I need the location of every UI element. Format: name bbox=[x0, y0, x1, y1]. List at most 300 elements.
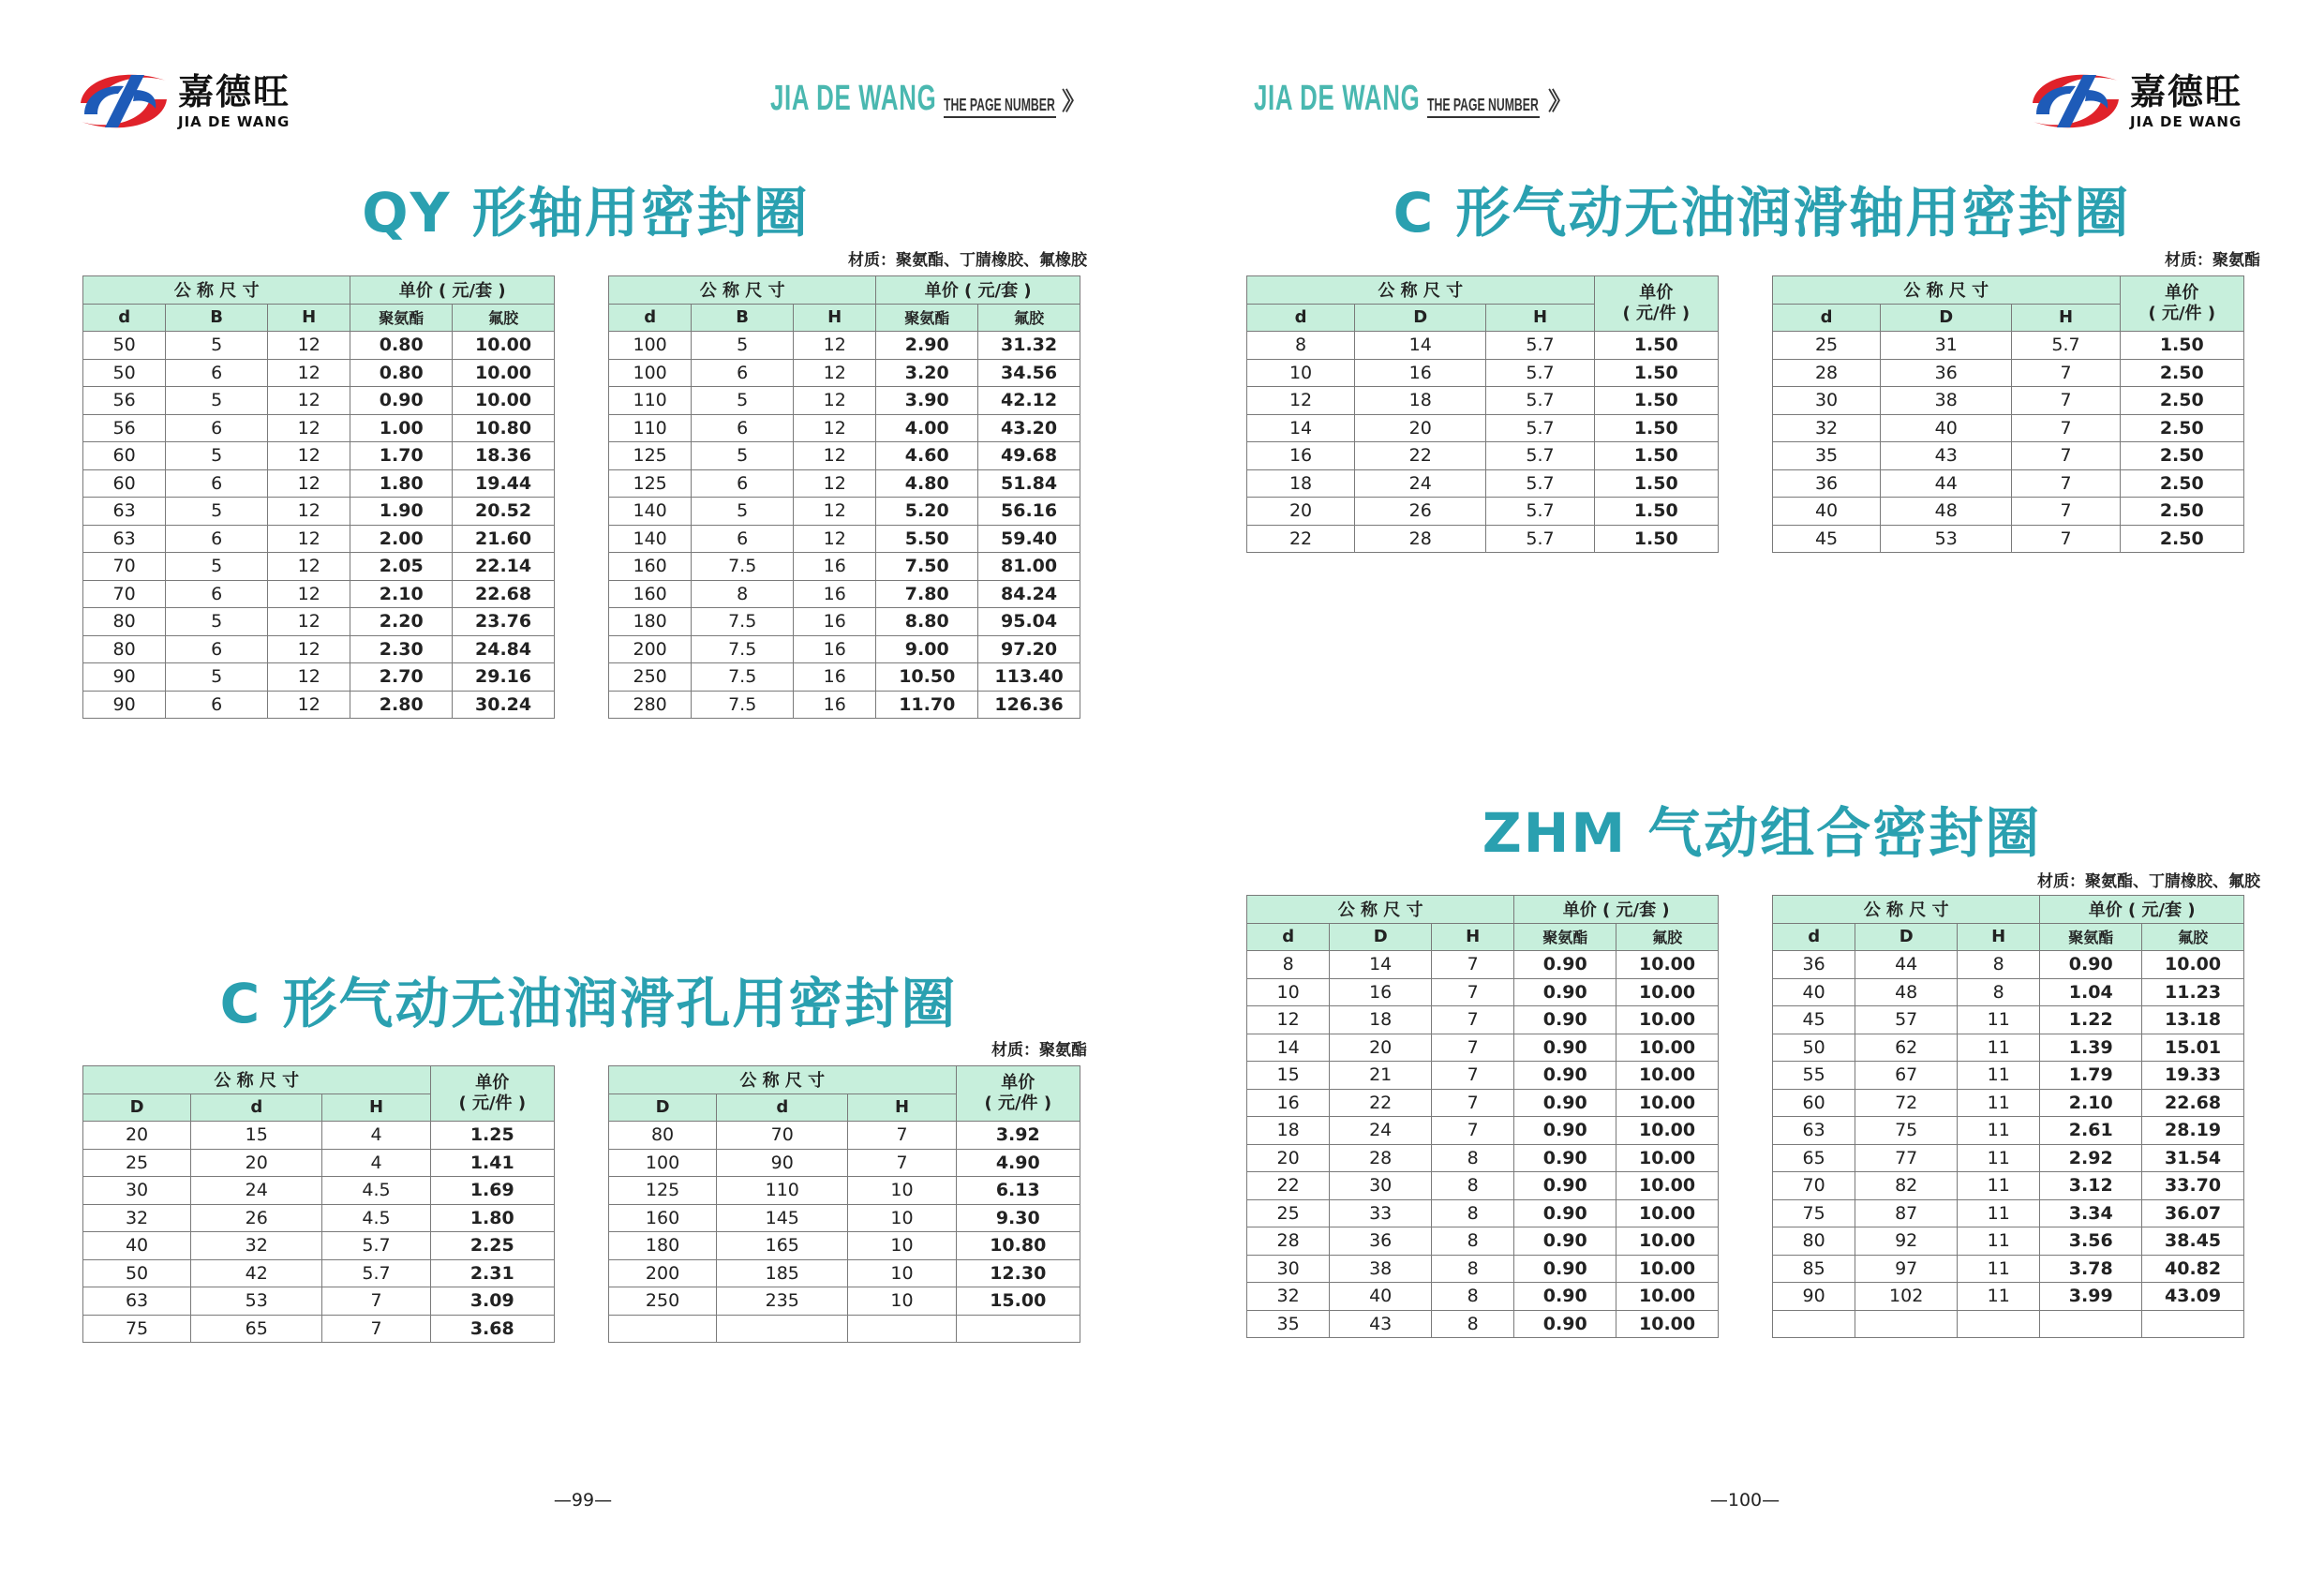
table-cell: 2.10 bbox=[2040, 1089, 2142, 1117]
table-cell: 63 bbox=[83, 1287, 191, 1316]
table-cell: 3.20 bbox=[876, 359, 978, 387]
table-cell: 6 bbox=[166, 359, 268, 387]
table-cell: 21 bbox=[1330, 1062, 1432, 1090]
table-row bbox=[83, 1122, 555, 1150]
table-cell: 12 bbox=[268, 608, 350, 636]
table-row bbox=[1247, 414, 1719, 442]
table-cell: 6 bbox=[166, 525, 268, 553]
table-cell: 8 bbox=[1247, 951, 1330, 979]
table-cell: 200 bbox=[609, 635, 692, 663]
table-cell: 5 bbox=[166, 663, 268, 692]
section-title-c-hole: C 形气动无油润滑孔用密封圈 bbox=[219, 972, 958, 1035]
table-cell: 110 bbox=[609, 414, 692, 442]
table-cell: 11 bbox=[1958, 1283, 2040, 1311]
table-cell: 9.30 bbox=[956, 1204, 1080, 1232]
logo-en-text: JIA DE WANG bbox=[2130, 113, 2242, 130]
table-cell: 1.50 bbox=[1594, 525, 1718, 553]
table-cell: 5 bbox=[692, 442, 794, 470]
table-cell: 32 bbox=[1773, 414, 1881, 442]
table-column-header bbox=[83, 304, 555, 332]
table-cell: 1.22 bbox=[2040, 1006, 2142, 1034]
table-cell: 5 bbox=[166, 608, 268, 636]
table-cell: 72 bbox=[1855, 1089, 1958, 1117]
table-cell: 1.69 bbox=[430, 1177, 554, 1205]
table-cell: 5 bbox=[692, 498, 794, 526]
table-cell: 1.00 bbox=[350, 414, 453, 442]
table-cell: 145 bbox=[717, 1204, 848, 1232]
table-cell: 15 bbox=[191, 1122, 322, 1150]
table-cell: 12 bbox=[268, 442, 350, 470]
table-cell: 35 bbox=[1247, 1310, 1330, 1338]
group-header-price: 单价 ( 元/套 ) bbox=[876, 276, 1080, 305]
table-cell: 1.50 bbox=[1594, 498, 1718, 526]
price-table-zhm-1 bbox=[1246, 895, 1719, 1338]
table-cell: 16 bbox=[794, 635, 876, 663]
column-header: d bbox=[1247, 304, 1355, 332]
table-cell: 70 bbox=[1773, 1172, 1855, 1200]
table-cell: 65 bbox=[1773, 1144, 1855, 1172]
table-cell: 12 bbox=[794, 469, 876, 498]
table-cell: 5.7 bbox=[1486, 359, 1594, 387]
table-cell: 75 bbox=[1855, 1117, 1958, 1145]
table-cell: 12 bbox=[268, 469, 350, 498]
table-cell bbox=[717, 1315, 848, 1343]
logo-mark-icon bbox=[2029, 66, 2123, 137]
price-header-line2: ( 元/件 ) bbox=[984, 1093, 1052, 1113]
table-cell: 7 bbox=[322, 1287, 430, 1316]
table-cell: 10 bbox=[848, 1177, 956, 1205]
table-cell: 2.50 bbox=[2120, 359, 2243, 387]
logo-mark-icon bbox=[77, 66, 171, 137]
table-cell: 20 bbox=[1330, 1034, 1432, 1062]
table-cell: 85 bbox=[1773, 1255, 1855, 1283]
table-cell: 32 bbox=[1247, 1283, 1330, 1311]
table-row bbox=[1247, 951, 1719, 979]
table-row bbox=[1773, 1310, 2244, 1338]
table-cell: 10.00 bbox=[1616, 1144, 1719, 1172]
table-cell: 56.16 bbox=[978, 498, 1080, 526]
table-cell: 8 bbox=[692, 580, 794, 608]
table-row bbox=[83, 1315, 555, 1343]
table-row bbox=[83, 608, 555, 636]
table-cell: 8 bbox=[1432, 1310, 1514, 1338]
group-header-size: 公 称 尺 寸 bbox=[1247, 896, 1514, 924]
column-header: 聚氨酯 bbox=[350, 304, 453, 332]
section-title-c-shaft: C 形气动无油润滑轴用密封圈 bbox=[1393, 181, 2131, 245]
table-row bbox=[1247, 1172, 1719, 1200]
table-cell: 49.68 bbox=[978, 442, 1080, 470]
table-cell: 7 bbox=[1432, 951, 1514, 979]
logo-cn-text: 嘉德旺 bbox=[2130, 71, 2243, 112]
table-cell: 7 bbox=[1432, 1034, 1514, 1062]
table-row bbox=[609, 359, 1080, 387]
table-cell: 0.90 bbox=[2040, 951, 2142, 979]
table-row bbox=[1773, 387, 2244, 415]
table-cell: 7 bbox=[1432, 978, 1514, 1006]
column-header: B bbox=[692, 304, 794, 332]
table-cell: 7.5 bbox=[692, 635, 794, 663]
table-cell: 80 bbox=[609, 1122, 717, 1150]
price-header-line1: 单价 bbox=[1001, 1073, 1035, 1093]
table-row bbox=[609, 1259, 1080, 1287]
table-row bbox=[83, 525, 555, 553]
table-cell: 63 bbox=[83, 498, 166, 526]
table-row bbox=[83, 498, 555, 526]
table-cell: 2.92 bbox=[2040, 1144, 2142, 1172]
table-cell: 50 bbox=[83, 359, 166, 387]
section-title-qy: QY 形轴用密封圈 bbox=[362, 181, 810, 245]
table-row bbox=[1247, 387, 1719, 415]
table-row bbox=[1773, 978, 2244, 1006]
table-cell: 14 bbox=[1247, 414, 1355, 442]
group-header-size: 公 称 尺 寸 bbox=[83, 1066, 431, 1094]
table-cell: 16 bbox=[1247, 442, 1355, 470]
table-cell: 6 bbox=[692, 359, 794, 387]
table-cell: 18 bbox=[1247, 469, 1355, 498]
table-cell: 1.80 bbox=[350, 469, 453, 498]
table-cell: 1.50 bbox=[1594, 332, 1718, 360]
table-row bbox=[83, 1287, 555, 1316]
table-cell: 0.80 bbox=[350, 332, 453, 360]
table-cell: 16 bbox=[1355, 359, 1486, 387]
table-cell: 14 bbox=[1355, 332, 1486, 360]
table-cell: 280 bbox=[609, 691, 692, 719]
table-cell: 10 bbox=[1247, 359, 1355, 387]
table-cell: 4 bbox=[322, 1122, 430, 1150]
table-row bbox=[1773, 332, 2244, 360]
table-cell: 0.90 bbox=[1514, 1310, 1616, 1338]
table-cell: 43 bbox=[1330, 1310, 1432, 1338]
table-cell: 20 bbox=[1355, 414, 1486, 442]
table-cell: 70 bbox=[717, 1122, 848, 1150]
table-cell: 67 bbox=[1855, 1062, 1958, 1090]
table-cell: 77 bbox=[1855, 1144, 1958, 1172]
table-cell: 100 bbox=[609, 359, 692, 387]
table-row bbox=[83, 691, 555, 719]
table-row bbox=[83, 332, 555, 360]
column-header: H bbox=[794, 304, 876, 332]
table-row bbox=[1247, 1089, 1719, 1117]
table-cell: 0.90 bbox=[1514, 1172, 1616, 1200]
table-row bbox=[1247, 1117, 1719, 1145]
table-cell: 5 bbox=[166, 553, 268, 581]
table-cell: 19.33 bbox=[2142, 1062, 2244, 1090]
table-row bbox=[1247, 332, 1719, 360]
table-cell: 70 bbox=[83, 580, 166, 608]
table-cell: 12 bbox=[794, 359, 876, 387]
table-cell: 24 bbox=[191, 1177, 322, 1205]
table-cell: 30 bbox=[83, 1177, 191, 1205]
table-cell: 19.44 bbox=[453, 469, 555, 498]
table-cell: 18 bbox=[1330, 1006, 1432, 1034]
table-row bbox=[1773, 414, 2244, 442]
table-row bbox=[609, 608, 1080, 636]
table-cell: 48 bbox=[1881, 498, 2012, 526]
table-cell: 5.7 bbox=[1486, 387, 1594, 415]
table-cell: 5.50 bbox=[876, 525, 978, 553]
table-row bbox=[1247, 1310, 1719, 1338]
table-cell: 2.31 bbox=[430, 1259, 554, 1287]
group-header-price bbox=[1594, 276, 1718, 332]
table-cell: 0.90 bbox=[1514, 978, 1616, 1006]
brand-text: JIA DE WANG bbox=[770, 79, 937, 118]
column-header: H bbox=[848, 1093, 956, 1122]
column-header: D bbox=[1855, 923, 1958, 951]
table-cell: 0.90 bbox=[1514, 1283, 1616, 1311]
table-row bbox=[83, 580, 555, 608]
table-cell: 28 bbox=[1330, 1144, 1432, 1172]
brand-sub-text: THE PAGE NUMBER bbox=[944, 96, 1055, 114]
table-cell: 100 bbox=[609, 1149, 717, 1177]
table-cell: 8 bbox=[1247, 332, 1355, 360]
table-row bbox=[1773, 1227, 2244, 1256]
column-header: 聚氨酯 bbox=[2040, 923, 2142, 951]
table-cell: 7.5 bbox=[692, 663, 794, 692]
table-cell bbox=[609, 1315, 717, 1343]
table-cell: 95.04 bbox=[978, 608, 1080, 636]
table-cell: 2.20 bbox=[350, 608, 453, 636]
table-cell: 22.14 bbox=[453, 553, 555, 581]
material-note-c-hole: 材质：聚氨酯 bbox=[991, 1041, 1087, 1060]
table-cell: 3.78 bbox=[2040, 1255, 2142, 1283]
table-row bbox=[609, 1177, 1080, 1205]
table-cell: 6 bbox=[692, 469, 794, 498]
column-header: H bbox=[1486, 304, 1594, 332]
group-header-price bbox=[430, 1066, 554, 1122]
table-cell: 3.12 bbox=[2040, 1172, 2142, 1200]
table-cell: 6 bbox=[692, 525, 794, 553]
table-cell: 10 bbox=[848, 1204, 956, 1232]
table-cell: 40.82 bbox=[2142, 1255, 2244, 1283]
table-cell: 50 bbox=[1773, 1034, 1855, 1062]
table-cell: 1.50 bbox=[1594, 387, 1718, 415]
table-cell: 80 bbox=[1773, 1227, 1855, 1256]
table-cell: 65 bbox=[191, 1315, 322, 1343]
table-row bbox=[83, 469, 555, 498]
brand-underline bbox=[944, 116, 1056, 118]
table-cell: 10.00 bbox=[1616, 1062, 1719, 1090]
table-row bbox=[1247, 1283, 1719, 1311]
table-cell: 200 bbox=[609, 1259, 717, 1287]
table-cell: 8 bbox=[1958, 951, 2040, 979]
column-header: d bbox=[83, 304, 166, 332]
table-group-header bbox=[83, 276, 555, 305]
table-group-header bbox=[609, 1066, 1080, 1094]
table-cell: 12 bbox=[794, 414, 876, 442]
table-cell: 28 bbox=[1355, 525, 1486, 553]
table-cell: 5.7 bbox=[1486, 469, 1594, 498]
table-cell: 10.00 bbox=[453, 332, 555, 360]
table-cell: 12 bbox=[268, 387, 350, 415]
table-cell: 0.90 bbox=[1514, 1062, 1616, 1090]
table-cell: 15 bbox=[1247, 1062, 1330, 1090]
group-header-price bbox=[2120, 276, 2243, 332]
table-cell: 7 bbox=[2012, 525, 2120, 553]
table-row bbox=[83, 553, 555, 581]
column-header: D bbox=[1355, 304, 1486, 332]
table-cell: 5 bbox=[692, 387, 794, 415]
table-cell: 2.50 bbox=[2120, 442, 2243, 470]
table-cell: 185 bbox=[717, 1259, 848, 1287]
table-cell: 11 bbox=[1958, 1144, 2040, 1172]
table-row bbox=[83, 414, 555, 442]
table-cell: 16 bbox=[1330, 978, 1432, 1006]
table-cell: 5.7 bbox=[1486, 498, 1594, 526]
table-cell: 40 bbox=[1330, 1283, 1432, 1311]
table-cell: 2.50 bbox=[2120, 469, 2243, 498]
group-header-price: 单价 ( 元/套 ) bbox=[1514, 896, 1719, 924]
table-cell: 11 bbox=[1958, 1006, 2040, 1034]
group-header-size: 公 称 尺 寸 bbox=[83, 276, 350, 305]
table-cell: 10.00 bbox=[1616, 1172, 1719, 1200]
table-cell: 25 bbox=[1773, 332, 1881, 360]
table-cell: 12 bbox=[268, 691, 350, 719]
table-cell: 20 bbox=[83, 1122, 191, 1150]
table-cell: 10.00 bbox=[1616, 1310, 1719, 1338]
table-cell: 43.09 bbox=[2142, 1283, 2244, 1311]
table-cell: 42 bbox=[191, 1259, 322, 1287]
table-cell: 8.80 bbox=[876, 608, 978, 636]
table-row bbox=[609, 498, 1080, 526]
table-cell: 62 bbox=[1855, 1034, 1958, 1062]
table-row bbox=[83, 1259, 555, 1287]
table-cell: 36 bbox=[1881, 359, 2012, 387]
table-cell: 30 bbox=[1247, 1255, 1330, 1283]
table-cell: 126.36 bbox=[978, 691, 1080, 719]
table-cell: 8 bbox=[1432, 1255, 1514, 1283]
price-table-qy-1 bbox=[82, 275, 555, 719]
table-cell: 18 bbox=[1247, 1117, 1330, 1145]
table-row bbox=[83, 359, 555, 387]
table-cell: 2.50 bbox=[2120, 387, 2243, 415]
table-cell: 1.90 bbox=[350, 498, 453, 526]
table-cell: 160 bbox=[609, 1204, 717, 1232]
table-cell: 16 bbox=[1247, 1089, 1330, 1117]
table-cell: 8 bbox=[1432, 1227, 1514, 1256]
table-cell: 59.40 bbox=[978, 525, 1080, 553]
table-cell: 10 bbox=[848, 1259, 956, 1287]
table-cell: 3.09 bbox=[430, 1287, 554, 1316]
table-cell: 30 bbox=[1773, 387, 1881, 415]
table-cell: 97.20 bbox=[978, 635, 1080, 663]
table-cell: 7.80 bbox=[876, 580, 978, 608]
table-cell: 4.5 bbox=[322, 1204, 430, 1232]
table-row bbox=[609, 663, 1080, 692]
table-cell: 8 bbox=[1432, 1144, 1514, 1172]
table-cell: 10.00 bbox=[1616, 1199, 1719, 1227]
material-note-qy: 材质：聚氨酯、丁腈橡胶、氟橡胶 bbox=[848, 251, 1087, 270]
table-row bbox=[83, 1149, 555, 1177]
table-cell: 22.68 bbox=[2142, 1089, 2244, 1117]
table-cell: 25 bbox=[1247, 1199, 1330, 1227]
table-cell: 30 bbox=[1330, 1172, 1432, 1200]
table-cell: 11 bbox=[1958, 1089, 2040, 1117]
table-cell: 8 bbox=[1432, 1172, 1514, 1200]
group-header-price bbox=[956, 1066, 1080, 1122]
table-cell: 4.5 bbox=[322, 1177, 430, 1205]
column-header: H bbox=[2012, 304, 2120, 332]
table-cell bbox=[956, 1315, 1080, 1343]
table-cell: 80 bbox=[83, 608, 166, 636]
table-cell: 160 bbox=[609, 553, 692, 581]
table-cell: 75 bbox=[1773, 1199, 1855, 1227]
price-table-c-shaft-1 bbox=[1246, 275, 1719, 553]
column-header: 氟胶 bbox=[2142, 923, 2244, 951]
table-cell: 22 bbox=[1247, 525, 1355, 553]
table-cell: 97 bbox=[1855, 1255, 1958, 1283]
table-group-header bbox=[609, 276, 1080, 305]
table-cell: 16 bbox=[794, 663, 876, 692]
table-cell: 180 bbox=[609, 1232, 717, 1260]
table-cell: 12 bbox=[794, 442, 876, 470]
table-cell: 31 bbox=[1881, 332, 2012, 360]
table-cell: 102 bbox=[1855, 1283, 1958, 1311]
table-row bbox=[1247, 525, 1719, 553]
table-cell: 110 bbox=[717, 1177, 848, 1205]
table-cell: 2.00 bbox=[350, 525, 453, 553]
table-cell bbox=[1773, 1310, 1855, 1338]
table-cell: 5.7 bbox=[1486, 525, 1594, 553]
table-cell: 1.41 bbox=[430, 1149, 554, 1177]
table-row bbox=[83, 635, 555, 663]
table-cell: 40 bbox=[1881, 414, 2012, 442]
brand-text: JIA DE WANG bbox=[1254, 79, 1421, 118]
table-cell: 10.00 bbox=[453, 359, 555, 387]
table-cell: 2.10 bbox=[350, 580, 453, 608]
table-cell: 0.90 bbox=[350, 387, 453, 415]
table-cell: 32 bbox=[191, 1232, 322, 1260]
table-cell: 43.20 bbox=[978, 414, 1080, 442]
table-row bbox=[609, 1287, 1080, 1316]
table-group-header bbox=[1773, 896, 2244, 924]
column-header: D bbox=[83, 1093, 191, 1122]
table-cell: 3.90 bbox=[876, 387, 978, 415]
group-header-size: 公 称 尺 寸 bbox=[1773, 896, 2040, 924]
table-cell: 113.40 bbox=[978, 663, 1080, 692]
table-cell: 28.19 bbox=[2142, 1117, 2244, 1145]
column-header: d bbox=[1247, 923, 1330, 951]
table-cell: 84.24 bbox=[978, 580, 1080, 608]
table-cell: 10.00 bbox=[1616, 1283, 1719, 1311]
table-cell: 56 bbox=[83, 387, 166, 415]
table-row bbox=[609, 1122, 1080, 1150]
table-cell: 1.70 bbox=[350, 442, 453, 470]
table-cell: 0.90 bbox=[1514, 1255, 1616, 1283]
table-cell: 11 bbox=[1958, 1034, 2040, 1062]
group-header-size: 公 称 尺 寸 bbox=[1247, 276, 1595, 305]
table-row bbox=[1247, 1144, 1719, 1172]
table-cell: 3.34 bbox=[2040, 1199, 2142, 1227]
table-cell: 42.12 bbox=[978, 387, 1080, 415]
table-row bbox=[1773, 1172, 2244, 1200]
table-cell: 11 bbox=[1958, 1062, 2040, 1090]
table-row bbox=[83, 442, 555, 470]
price-table-c-shaft-2 bbox=[1772, 275, 2244, 553]
table-row bbox=[1773, 1034, 2244, 1062]
table-cell: 160 bbox=[609, 580, 692, 608]
price-table-c-hole-2 bbox=[608, 1065, 1080, 1343]
table-cell bbox=[2142, 1310, 2244, 1338]
table-cell: 22 bbox=[1330, 1089, 1432, 1117]
table-row bbox=[609, 691, 1080, 719]
table-row bbox=[1247, 359, 1719, 387]
table-cell: 22 bbox=[1247, 1172, 1330, 1200]
table-cell: 40 bbox=[1773, 978, 1855, 1006]
table-cell: 16 bbox=[794, 608, 876, 636]
table-cell: 45 bbox=[1773, 1006, 1855, 1034]
table-cell: 36.07 bbox=[2142, 1199, 2244, 1227]
table-row bbox=[1247, 498, 1719, 526]
